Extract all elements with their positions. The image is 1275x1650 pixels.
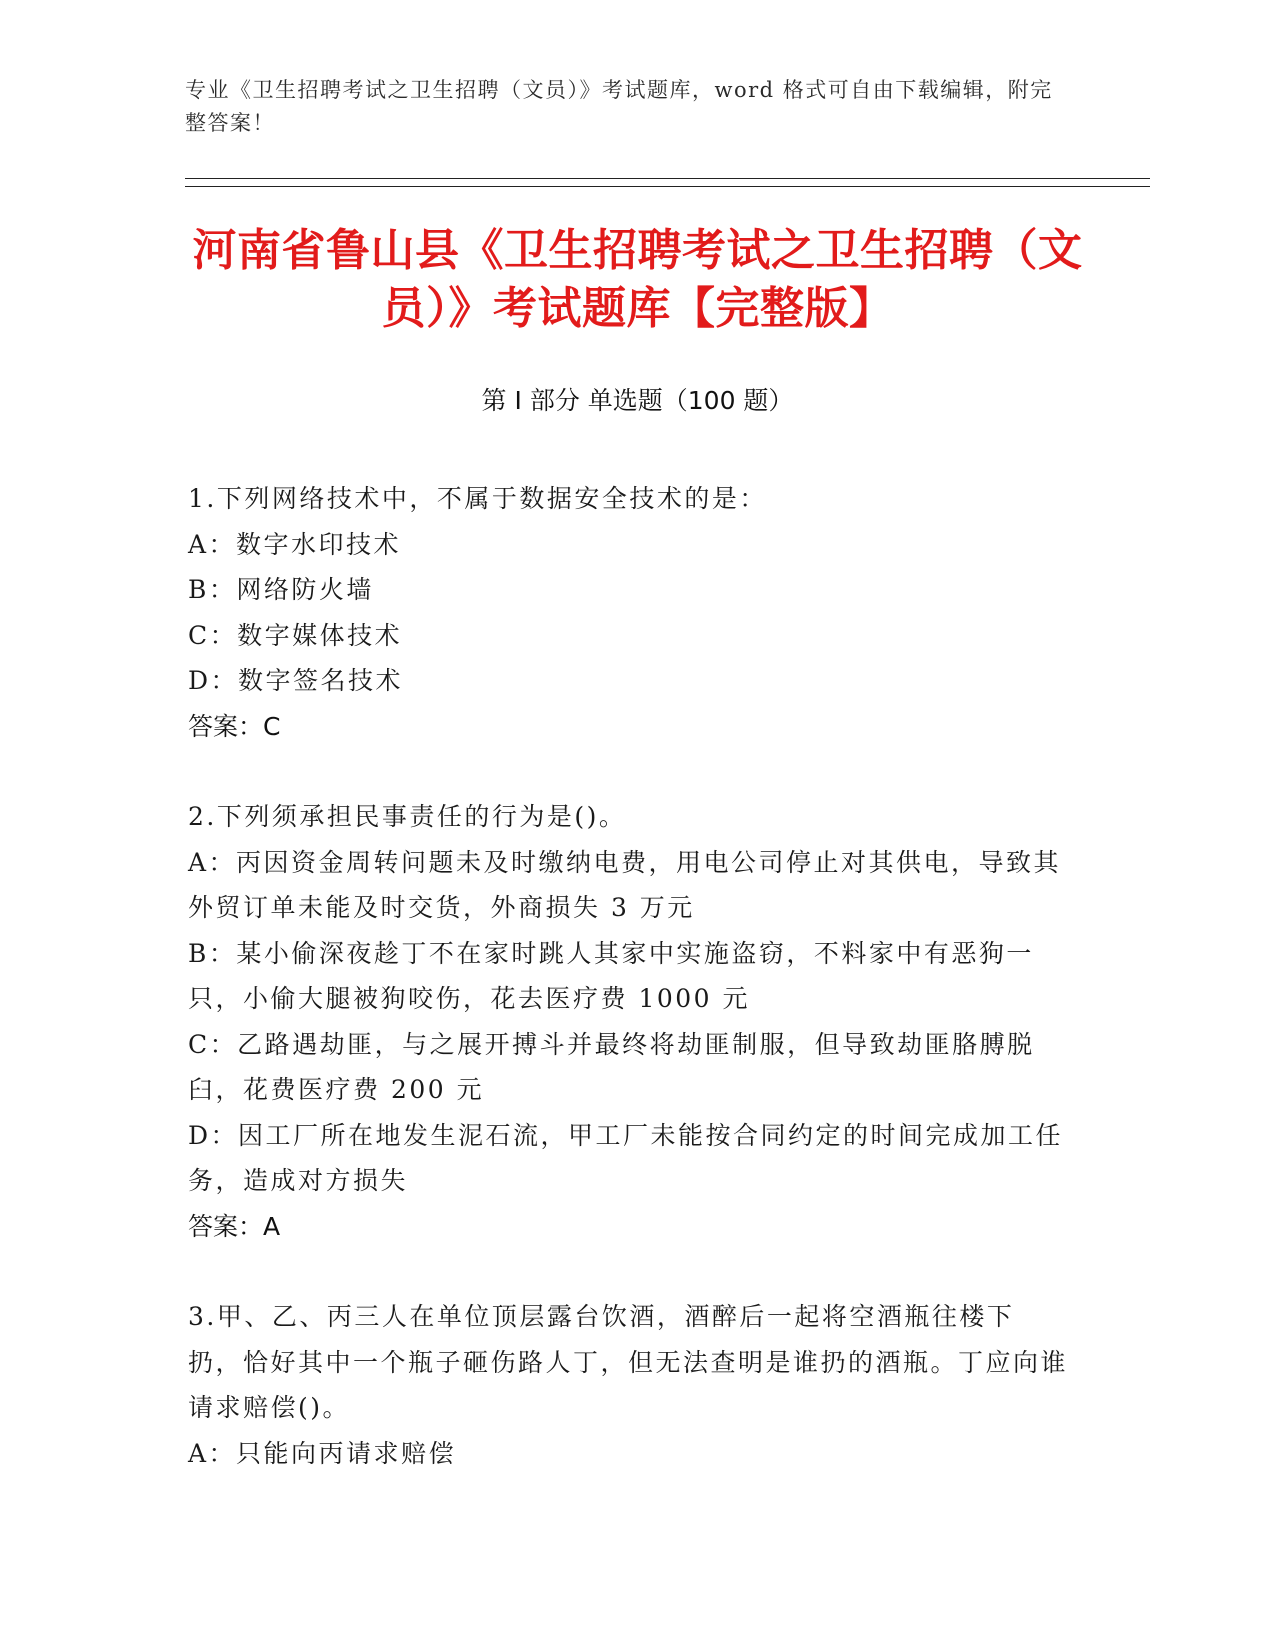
question-stem: 1.下列网络技术中，不属于数据安全技术的是： bbox=[188, 484, 767, 513]
question-stem: 3.甲、乙、丙三人在单位顶层露台饮酒，酒醉后一起将空酒瓶往楼下扔，恰好其中一个瓶子砸伤路人丁，但无法查明是谁扔的酒瓶。丁应向谁请求赔偿()。 bbox=[188, 1302, 1069, 1422]
option-b: B：网络防火墙 bbox=[188, 575, 374, 604]
option-d: D：因工厂所在地发生泥石流，甲工厂未能按合同约定的时间完成加工任务，造成对方损失 bbox=[188, 1120, 1064, 1195]
question-2 bbox=[188, 794, 1068, 1249]
option-c: C：乙路遇劫匪，与之展开搏斗并最终将劫匪制服，但导致劫匪胳膊脱臼，花费医疗费 200 元 bbox=[188, 1029, 1035, 1104]
question-3 bbox=[188, 1294, 1068, 1476]
answer-line: 答案：A bbox=[188, 1211, 281, 1241]
header-divider-top bbox=[185, 178, 1150, 179]
option-d: D：数字签名技术 bbox=[188, 666, 404, 695]
question-1 bbox=[188, 476, 1068, 749]
answer-line: 答案：C bbox=[188, 711, 281, 741]
document-title: 河南省鲁山县《卫生招聘考试之卫生招聘（文员）》考试题库【完整版】 bbox=[192, 225, 1083, 334]
option-b: B：某小偷深夜趁丁不在家时跳人其家中实施盗窃，不料家中有恶狗一只，小偷大腿被狗咬伤，花去医疗费 1000 元 bbox=[188, 938, 1034, 1013]
header-note: 专业《卫生招聘考试之卫生招聘（文员）》考试题库，word 格式可自由下载编辑，附完整答案！ bbox=[185, 78, 1053, 135]
option-a: A：数字水印技术 bbox=[188, 529, 402, 559]
option-a: A：丙因资金周转问题未及时缴纳电费，用电公司停止对其供电，导致其外贸订单未能及时交货，外商损失 3 万元 bbox=[188, 847, 1062, 922]
question-stem: 2.下列须承担民事责任的行为是()。 bbox=[188, 802, 627, 831]
header-divider-bottom bbox=[185, 186, 1150, 187]
option-c: C：数字媒体技术 bbox=[188, 620, 403, 650]
option-a: A：只能向丙请求赔偿 bbox=[188, 1438, 457, 1468]
section-heading: 第 I 部分 单选题（100 题） bbox=[481, 386, 794, 415]
question-list bbox=[188, 476, 1068, 1521]
